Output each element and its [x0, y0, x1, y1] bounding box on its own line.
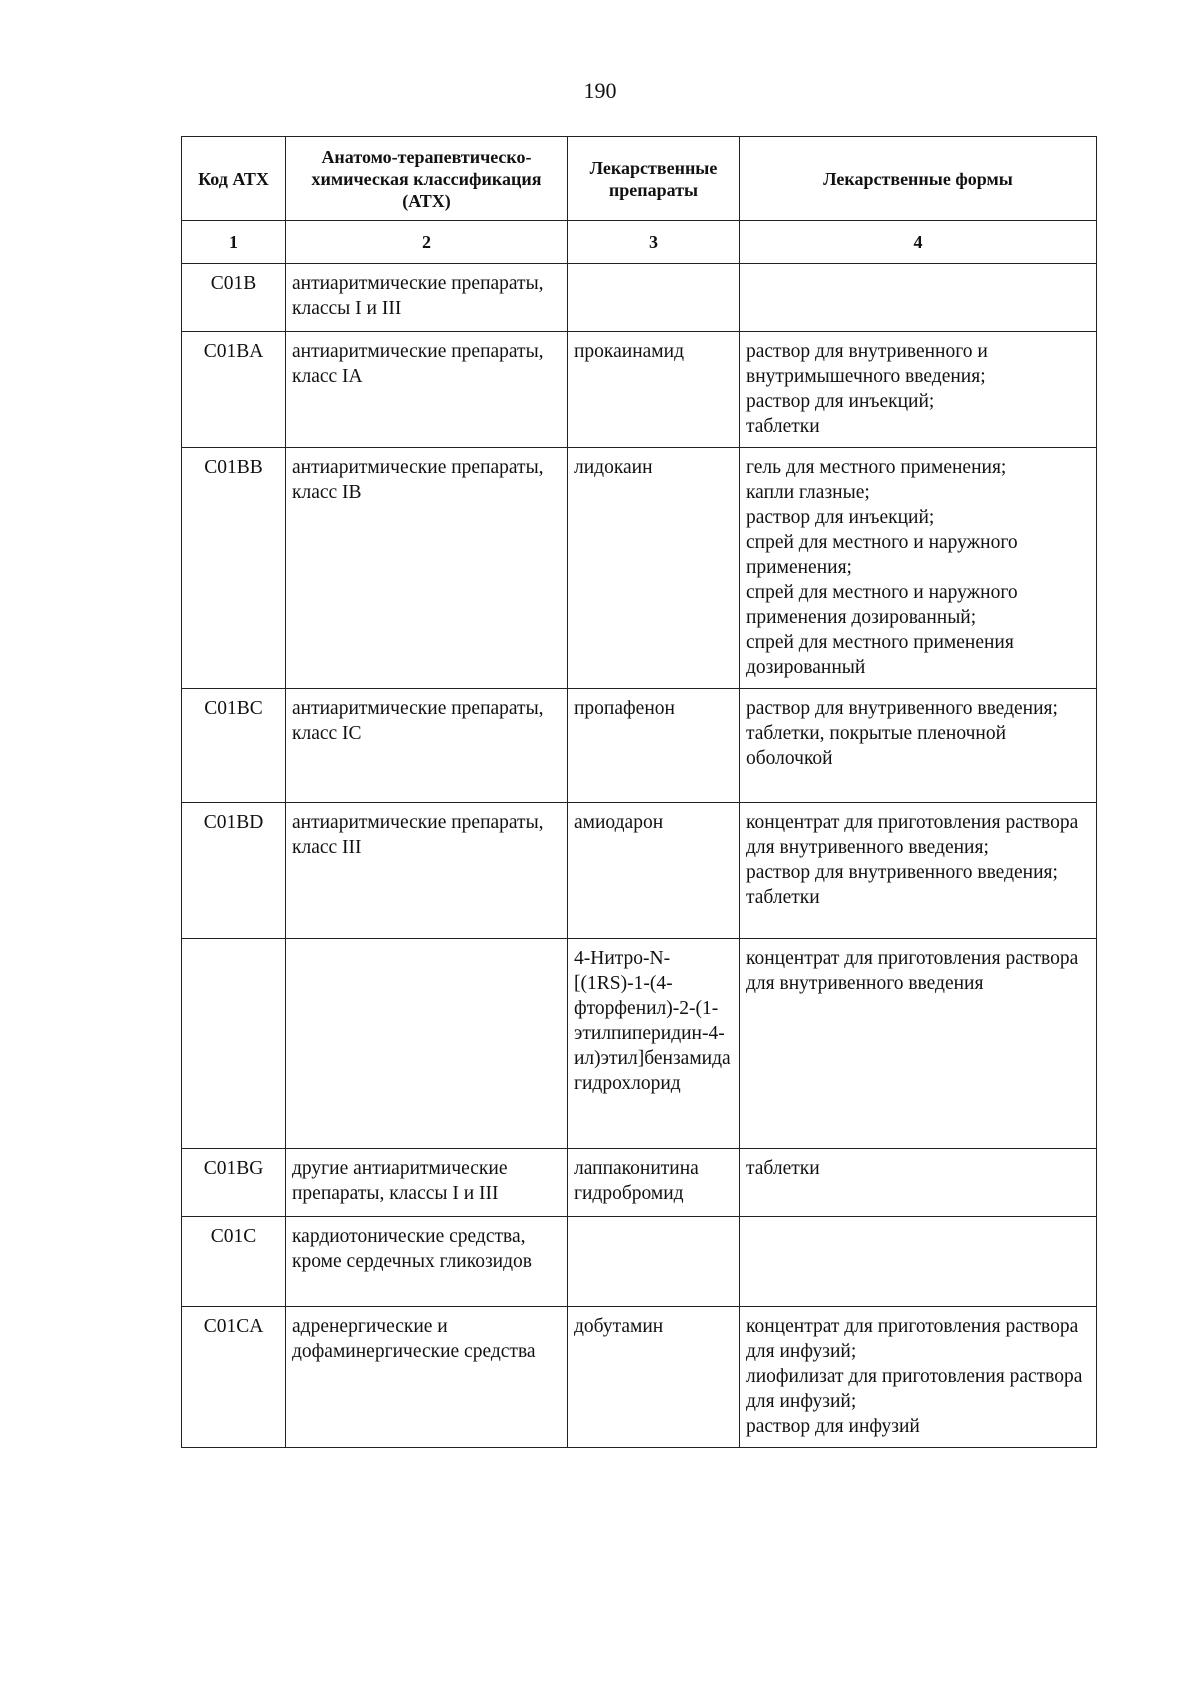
forms-cell — [740, 1149, 1097, 1217]
dosage-form: раствор для инфузий — [746, 1416, 920, 1437]
drug-cell — [568, 1217, 740, 1307]
dosage-form: капли глазные; — [746, 482, 870, 503]
table-row — [182, 1149, 1097, 1217]
page-number: 190 — [583, 78, 617, 103]
classification-cell: другие антиаритмические препараты, классы I и III — [286, 1149, 568, 1217]
dosage-form: концентрат для приготовления раствора для инфузий; — [746, 1316, 1079, 1362]
dosage-form: раствор для инъекций; — [746, 507, 935, 528]
atx-code-cell — [182, 939, 286, 1149]
classification-cell: антиаритмические препараты, классы I и III — [286, 264, 568, 332]
dosage-form: таблетки — [746, 1158, 820, 1179]
atx-code-cell: C01BC — [182, 689, 286, 803]
forms-cell — [740, 803, 1097, 939]
atx-code-cell: C01C — [182, 1217, 286, 1307]
column-number: 1 — [182, 221, 286, 264]
classification-cell: антиаритмические препараты, класс III — [286, 803, 568, 939]
dosage-form: лиофилизат для приготовления раствора для инфузий; — [746, 1366, 1083, 1412]
header-row — [182, 137, 1097, 221]
forms-cell — [740, 1307, 1097, 1448]
dosage-form: спрей для местного применения дозированный — [746, 632, 1014, 678]
column-number-row — [182, 221, 1097, 264]
drug-cell: лидокаин — [568, 448, 740, 689]
atx-code-cell: C01BB — [182, 448, 286, 689]
drug-cell: добутамин — [568, 1307, 740, 1448]
forms-cell — [740, 264, 1097, 332]
atx-code-cell: C01BA — [182, 332, 286, 448]
dosage-form: концентрат для приготовления раствора для внутривенного введения; — [746, 812, 1079, 858]
dosage-form: спрей для местного и наружного применения дозированный; — [746, 582, 1018, 628]
dosage-form: спрей для местного и наружного применения; — [746, 532, 1018, 578]
dosage-form: раствор для внутривенного введения; — [746, 698, 1058, 719]
dosage-form: раствор для инъекций; — [746, 391, 935, 412]
table-row — [182, 448, 1097, 689]
table-row — [182, 939, 1097, 1149]
drug-cell: амиодарон — [568, 803, 740, 939]
table-row — [182, 689, 1097, 803]
atx-code-cell: C01B — [182, 264, 286, 332]
atx-code-cell: C01CA — [182, 1307, 286, 1448]
drug-cell: 4-Нитро-N-[(1RS)-1-(4-фторфенил)-2-(1-этилпиперидин-4-ил)этил]бензамида гидрохлорид — [568, 939, 740, 1149]
column-number: 3 — [568, 221, 740, 264]
forms-cell — [740, 689, 1097, 803]
classification-cell: антиаритмические препараты, класс IB — [286, 448, 568, 689]
dosage-form: таблетки — [746, 887, 820, 908]
forms-cell — [740, 939, 1097, 1149]
classification-cell: кардиотонические средства, кроме сердечных гликозидов — [286, 1217, 568, 1307]
table-body — [182, 264, 1097, 1448]
drug-cell: прокаинамид — [568, 332, 740, 448]
forms-cell — [740, 448, 1097, 689]
dosage-form: раствор для внутривенного введения; — [746, 862, 1058, 883]
header-classification: Анатомо-терапевтическо-химическая классификация (АТХ) — [286, 137, 568, 221]
table-row — [182, 332, 1097, 448]
drug-cell — [568, 264, 740, 332]
header-forms: Лекарственные формы — [740, 137, 1097, 221]
forms-cell — [740, 1217, 1097, 1307]
dosage-form: гель для местного применения; — [746, 457, 1007, 478]
dosage-form: концентрат для приготовления раствора для внутривенного введения — [746, 948, 1079, 994]
dosage-form: раствор для внутривенного и внутримышечного введения; — [746, 341, 988, 387]
table-row — [182, 1307, 1097, 1448]
column-number: 4 — [740, 221, 1097, 264]
table-row — [182, 803, 1097, 939]
table-row — [182, 264, 1097, 332]
table-header — [182, 137, 1097, 264]
atx-code-cell: C01BD — [182, 803, 286, 939]
classification-cell: антиаритмические препараты, класс IC — [286, 689, 568, 803]
header-code: Код АТХ — [182, 137, 286, 221]
dosage-form: таблетки, покрытые пленочной оболочкой — [746, 723, 1007, 769]
forms-cell — [740, 332, 1097, 448]
classification-cell — [286, 939, 568, 1149]
drug-cell: лаппаконитина гидробромид — [568, 1149, 740, 1217]
classification-cell: адренергические и дофаминергические средства — [286, 1307, 568, 1448]
column-number: 2 — [286, 221, 568, 264]
atx-table — [181, 136, 1097, 1448]
drug-cell: пропафенон — [568, 689, 740, 803]
table-row — [182, 1217, 1097, 1307]
dosage-form: таблетки — [746, 416, 820, 437]
atx-code-cell: C01BG — [182, 1149, 286, 1217]
header-drugs: Лекарственные препараты — [568, 137, 740, 221]
classification-cell: антиаритмические препараты, класс IA — [286, 332, 568, 448]
